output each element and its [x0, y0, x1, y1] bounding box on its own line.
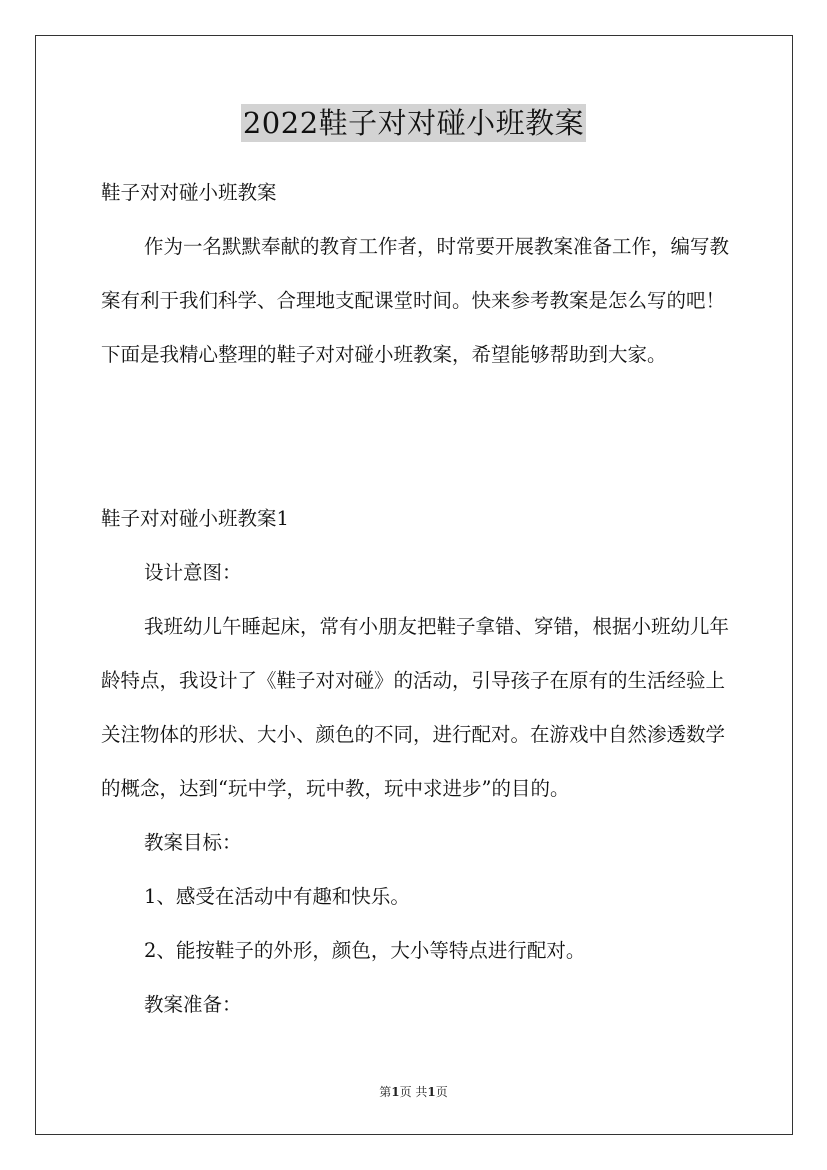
- prep-heading: 教案准备：: [144, 993, 242, 1016]
- goal-item-2: 2、能按鞋子的外形，颜色，大小等特点进行配对。: [144, 939, 586, 962]
- goals-heading: 教案目标：: [144, 831, 242, 854]
- title-container: [0, 104, 827, 142]
- section-body: [101, 492, 741, 1032]
- goal-item-1: 1、感受在活动中有趣和快乐。: [144, 885, 410, 908]
- subtitle: 鞋子对对碰小班教案: [101, 181, 277, 204]
- design-paragraph: 我班幼儿午睡起床，常有小朋友把鞋子拿错、穿错，根据小班幼儿年龄特点，我设计了《鞋子对对碰》的活动，引导孩子在原有的生活经验上关注物体的形状、大小、颜色的不同，进行配对。在游戏中自然渗透数学的概念，达到“玩中学，玩中教，玩中求进步”的目的。: [101, 615, 730, 800]
- section-title: 鞋子对对碰小班教案1: [101, 507, 289, 530]
- document-body: [101, 166, 741, 382]
- footer-prefix: 第: [379, 1085, 392, 1099]
- design-heading: 设计意图：: [144, 561, 242, 584]
- footer-suffix: 页: [435, 1085, 448, 1099]
- footer-total-pages: 1: [427, 1085, 436, 1099]
- document-title: 2022鞋子对对碰小班教案: [242, 106, 585, 140]
- footer-mid: 页 共: [399, 1085, 428, 1099]
- page-footer: [0, 1083, 827, 1100]
- intro-paragraph: 作为一名默默奉献的教育工作者，时常要开展教案准备工作，编写教案有利于我们科学、合理地支配课堂时间。快来参考教案是怎么写的吧！下面是我精心整理的鞋子对对碰小班教案，希望能够帮助到大家。: [101, 235, 730, 366]
- footer-current-page: 1: [391, 1085, 400, 1099]
